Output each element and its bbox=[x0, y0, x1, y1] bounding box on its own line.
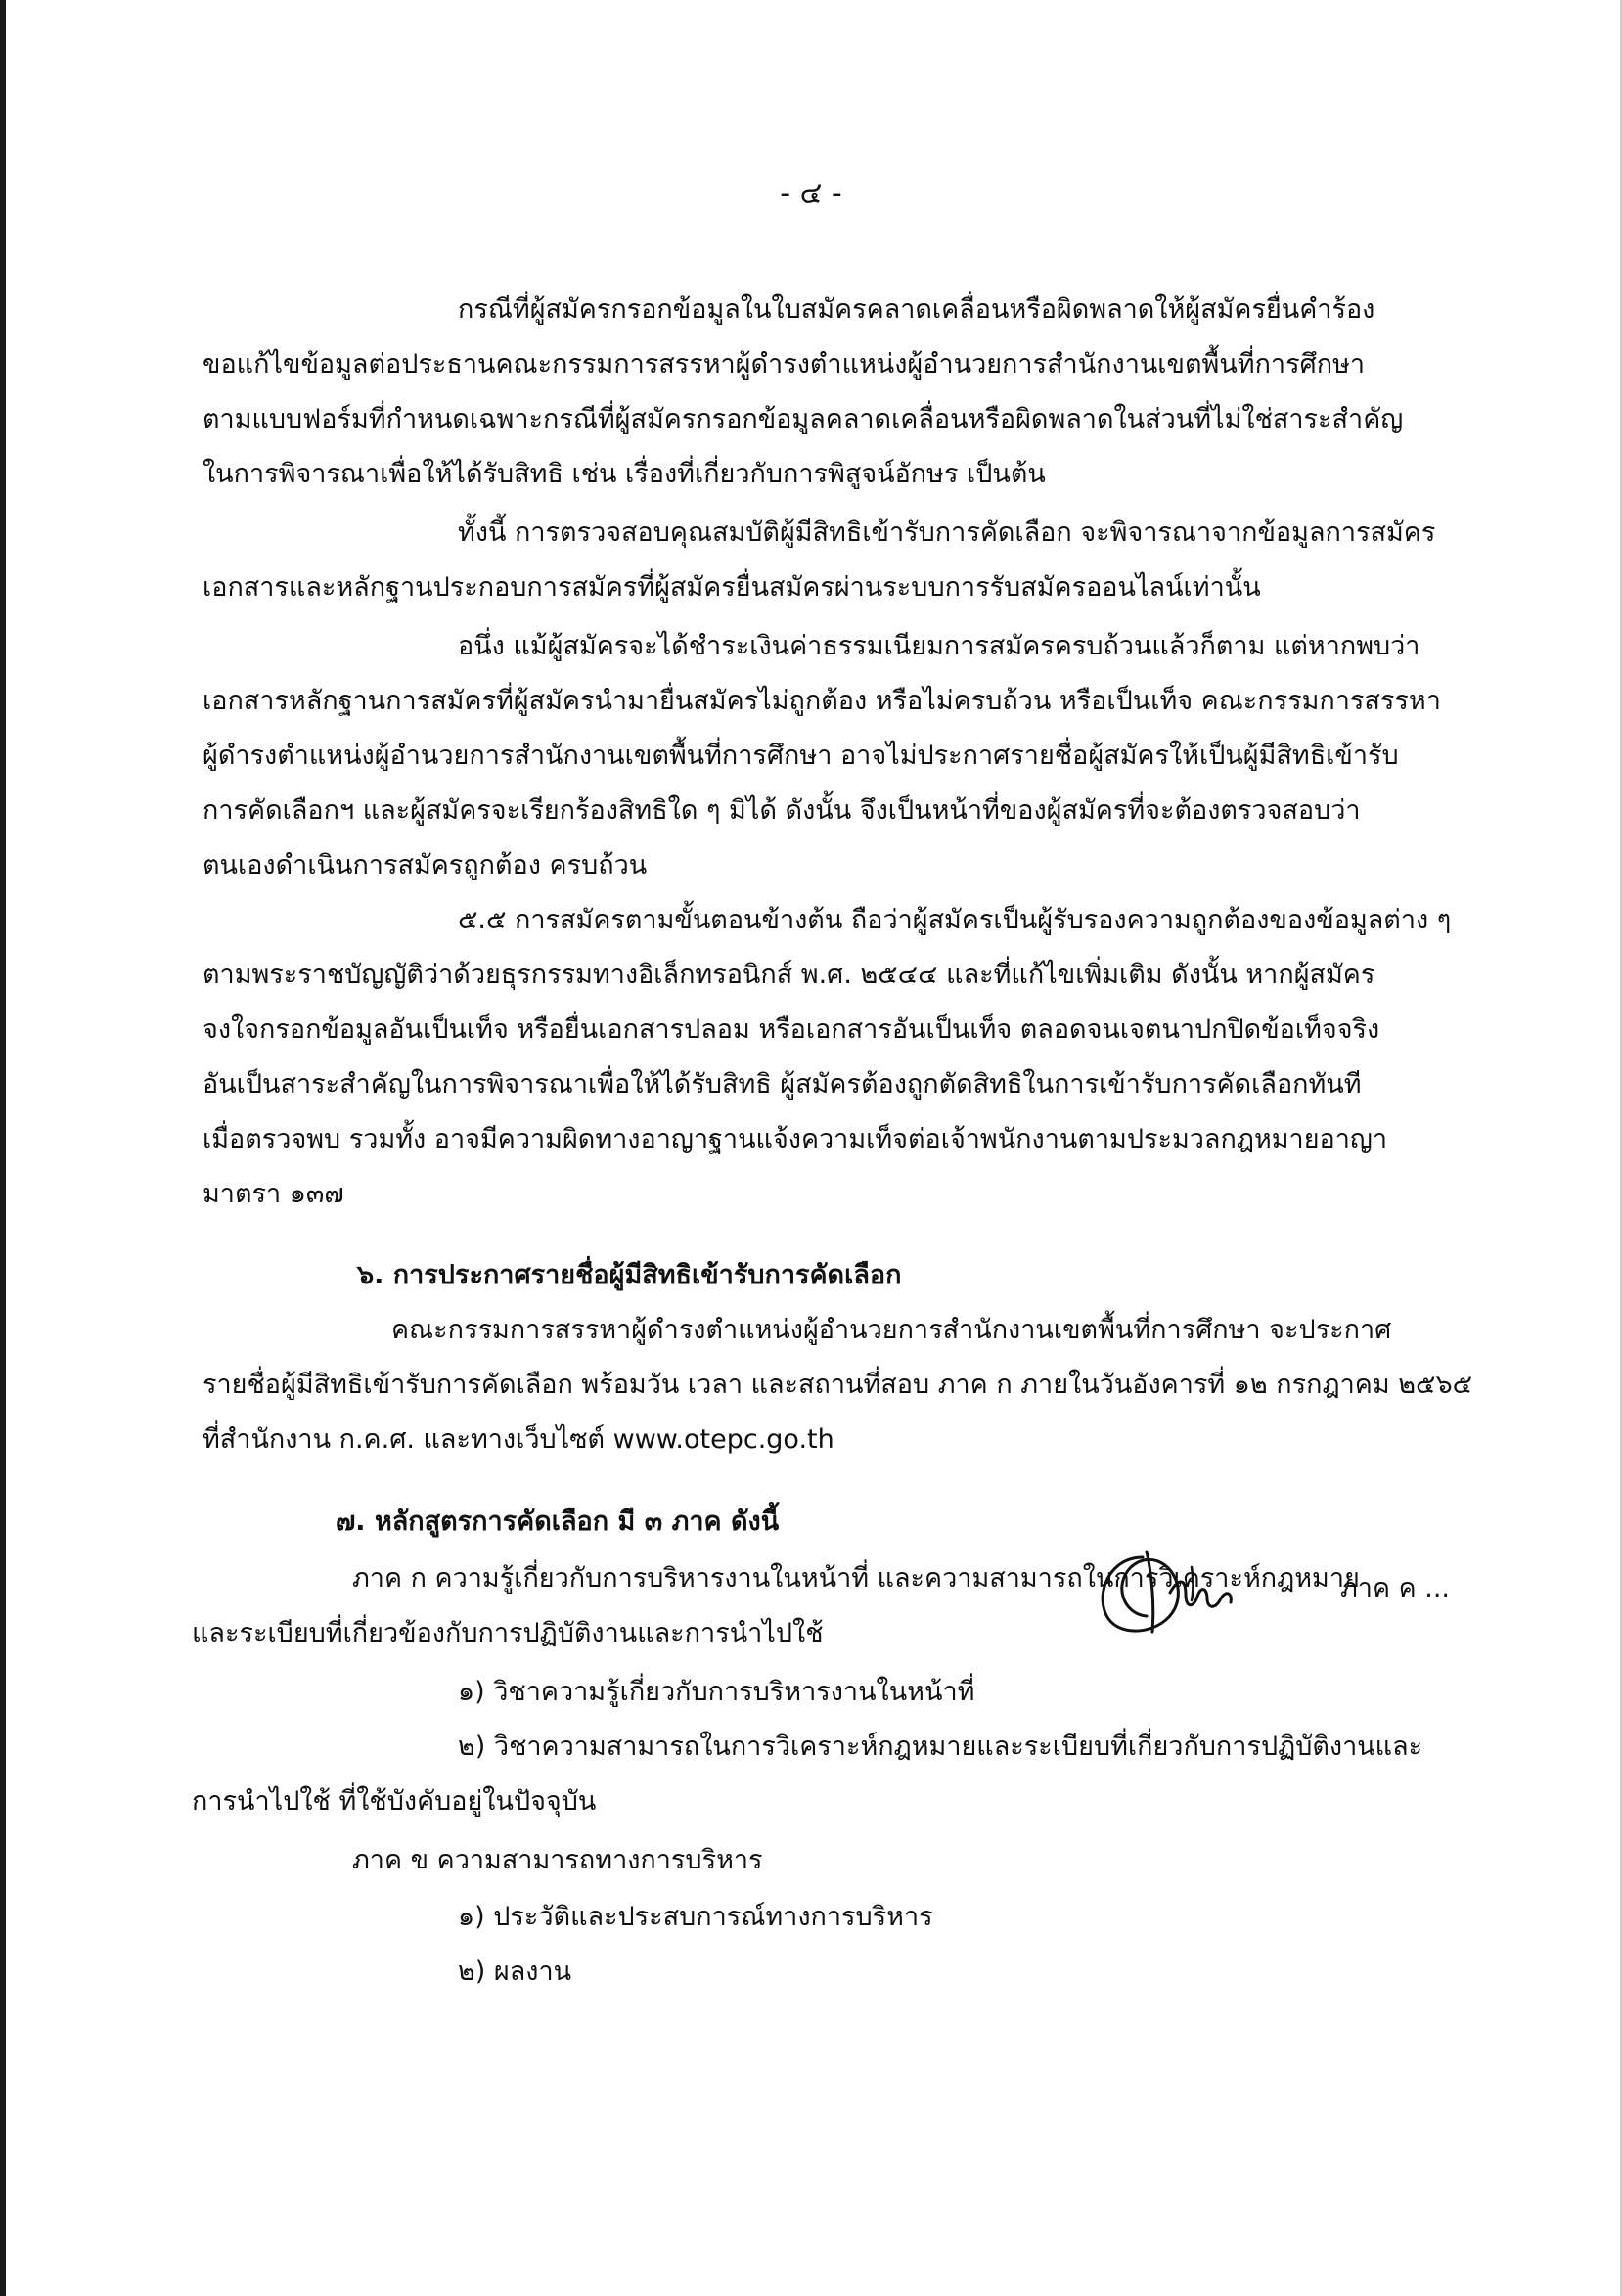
paragraph-line: ขอแก้ไขข้อมูลต่อประธานคณะกรรมการสรรหาผู้ดำรงตำแหน่งผู้อำนวยการสำนักงานเขตพื้นที่การศึกษา bbox=[203, 349, 1366, 380]
paragraph-line: คณะกรรมการสรรหาผู้ดำรงตำแหน่งผู้อำนวยการสำนักงานเขตพื้นที่การศึกษา จะประกาศ bbox=[391, 1315, 1392, 1345]
paragraph-line: และระเบียบที่เกี่ยวข้องกับการปฏิบัติงานและการนำไปใช้ bbox=[192, 1618, 824, 1648]
paragraph-line: ในการพิจารณาเพื่อให้ได้รับสิทธิ เช่น เรื่องที่เกี่ยวกับการพิสูจน์อักษร เป็นต้น bbox=[203, 459, 1046, 489]
list-item: ๑) ประวัติและประสบการณ์ทางการบริหาร bbox=[458, 1902, 933, 1932]
section-heading: ๗. หลักสูตรการคัดเลือก มี ๓ ภาค ดังนี้ bbox=[336, 1507, 780, 1537]
paragraph-line: มาตรา ๑๓๗ bbox=[203, 1179, 344, 1209]
paragraph-line: ตามพระราชบัญญัติว่าด้วยธุรกรรมทางอิเล็กทรอนิกส์ พ.ศ. ๒๕๔๔ และที่แก้ไขเพิ่มเติม ดังนั้น หากผู้สมัคร bbox=[203, 960, 1375, 990]
paragraph-line: ที่สำนักงาน ก.ค.ศ. และทางเว็บไซต์ www.otepc.go.th bbox=[203, 1424, 834, 1455]
paragraph-line: ภาค ข ความสามารถทางการบริหาร bbox=[352, 1845, 763, 1875]
paragraph-line: จงใจกรอกข้อมูลอันเป็นเท็จ หรือยื่นเอกสารปลอม หรือเอกสารอันเป็นเท็จ ตลอดจนเจตนาปกปิดข้อเท็จจริง bbox=[203, 1014, 1380, 1045]
paragraph-line: การคัดเลือกฯ และผู้สมัครจะเรียกร้องสิทธิใด ๆ มิได้ ดังนั้น จึงเป็นหน้าที่ของผู้สมัครที่จะต้องตรวจสอบว่า bbox=[203, 795, 1361, 826]
paragraph-line: ตามแบบฟอร์มที่กำหนดเฉพาะกรณีที่ผู้สมัครกรอกข้อมูลคลาดเคลื่อนหรือผิดพลาดในส่วนที่ไม่ใช่สาระสำคัญ bbox=[203, 404, 1404, 434]
paragraph-line: อันเป็นสาระสำคัญในการพิจารณาเพื่อให้ได้รับสิทธิ ผู้สมัครต้องถูกตัดสิทธิในการเข้ารับการคัดเลือกทันที bbox=[203, 1069, 1362, 1100]
paragraph-line: เมื่อตรวจพบ รวมทั้ง อาจมีความผิดทางอาญาฐานแจ้งความเท็จต่อเจ้าพนักงานตามประมวลกฎหมายอาญา bbox=[203, 1124, 1388, 1154]
paragraph-line: ตนเองดำเนินการสมัครถูกต้อง ครบถ้วน bbox=[203, 850, 648, 880]
list-item: ๒) วิชาความสามารถในการวิเคราะห์กฎหมายและระเบียบที่เกี่ยวกับการปฏิบัติงานและ bbox=[458, 1732, 1423, 1762]
page-edge-left bbox=[0, 0, 6, 2296]
page-number: - ๔ - bbox=[780, 176, 842, 210]
paragraph-line: ผู้ดำรงตำแหน่งผู้อำนวยการสำนักงานเขตพื้นที่การศึกษา อาจไม่ประกาศรายชื่อผู้สมัครให้เป็นผู้มีสิทธิเข้ารับ bbox=[203, 741, 1399, 771]
paragraph-line: ทั้งนี้ การตรวจสอบคุณสมบัติผู้มีสิทธิเข้ารับการคัดเลือก จะพิจารณาจากข้อมูลการสมัคร bbox=[458, 518, 1436, 548]
paragraph-line: รายชื่อผู้มีสิทธิเข้ารับการคัดเลือก พร้อมวัน เวลา และสถานที่สอบ ภาค ก ภายในวันอังคารที่ ๑๒ กรกฎาคม ๒๕๖๕ bbox=[203, 1370, 1473, 1400]
paragraph-line: เอกสารหลักฐานการสมัครที่ผู้สมัครนำมายื่นสมัครไม่ถูกต้อง หรือไม่ครบถ้วน หรือเป็นเท็จ คณะกรรมการสรรหา bbox=[203, 686, 1441, 716]
paragraph-line: ภาค ก ความรู้เกี่ยวกับการบริหารงานในหน้าที่ และความสามารถในการวิเคราะห์กฎหมาย bbox=[352, 1563, 1360, 1594]
section-heading: ๖. การประกาศรายชื่อผู้มีสิทธิเข้ารับการคัดเลือก bbox=[357, 1260, 902, 1290]
paragraph-line: ๕.๕ การสมัครตามขั้นตอนข้างต้น ถือว่าผู้สมัครเป็นผู้รับรองความถูกต้องของข้อมูลต่าง ๆ bbox=[458, 905, 1452, 935]
paragraph-line: เอกสารและหลักฐานประกอบการสมัครที่ผู้สมัครยื่นสมัครผ่านระบบการรับสมัครออนไลน์เท่านั้น bbox=[203, 572, 1261, 603]
paragraph-line: กรณีที่ผู้สมัครกรอกข้อมูลในใบสมัครคลาดเคลื่อนหรือผิดพลาดให้ผู้สมัครยื่นคำร้อง bbox=[458, 294, 1375, 325]
signature-icon bbox=[1084, 1538, 1260, 1645]
list-item: ๑) วิชาความรู้เกี่ยวกับการบริหารงานในหน้าที่ bbox=[458, 1677, 975, 1707]
paragraph-line: อนึ่ง แม้ผู้สมัครจะได้ชำระเงินค่าธรรมเนียมการสมัครครบถ้วนแล้วก็ตาม แต่หากพบว่า bbox=[458, 631, 1420, 661]
next-page-marker: ภาค ค ... bbox=[1340, 1573, 1450, 1603]
paragraph-line: การนำไปใช้ ที่ใช้บังคับอยู่ในปัจจุบัน bbox=[192, 1786, 597, 1817]
list-item: ๒) ผลงาน bbox=[458, 1957, 572, 1987]
